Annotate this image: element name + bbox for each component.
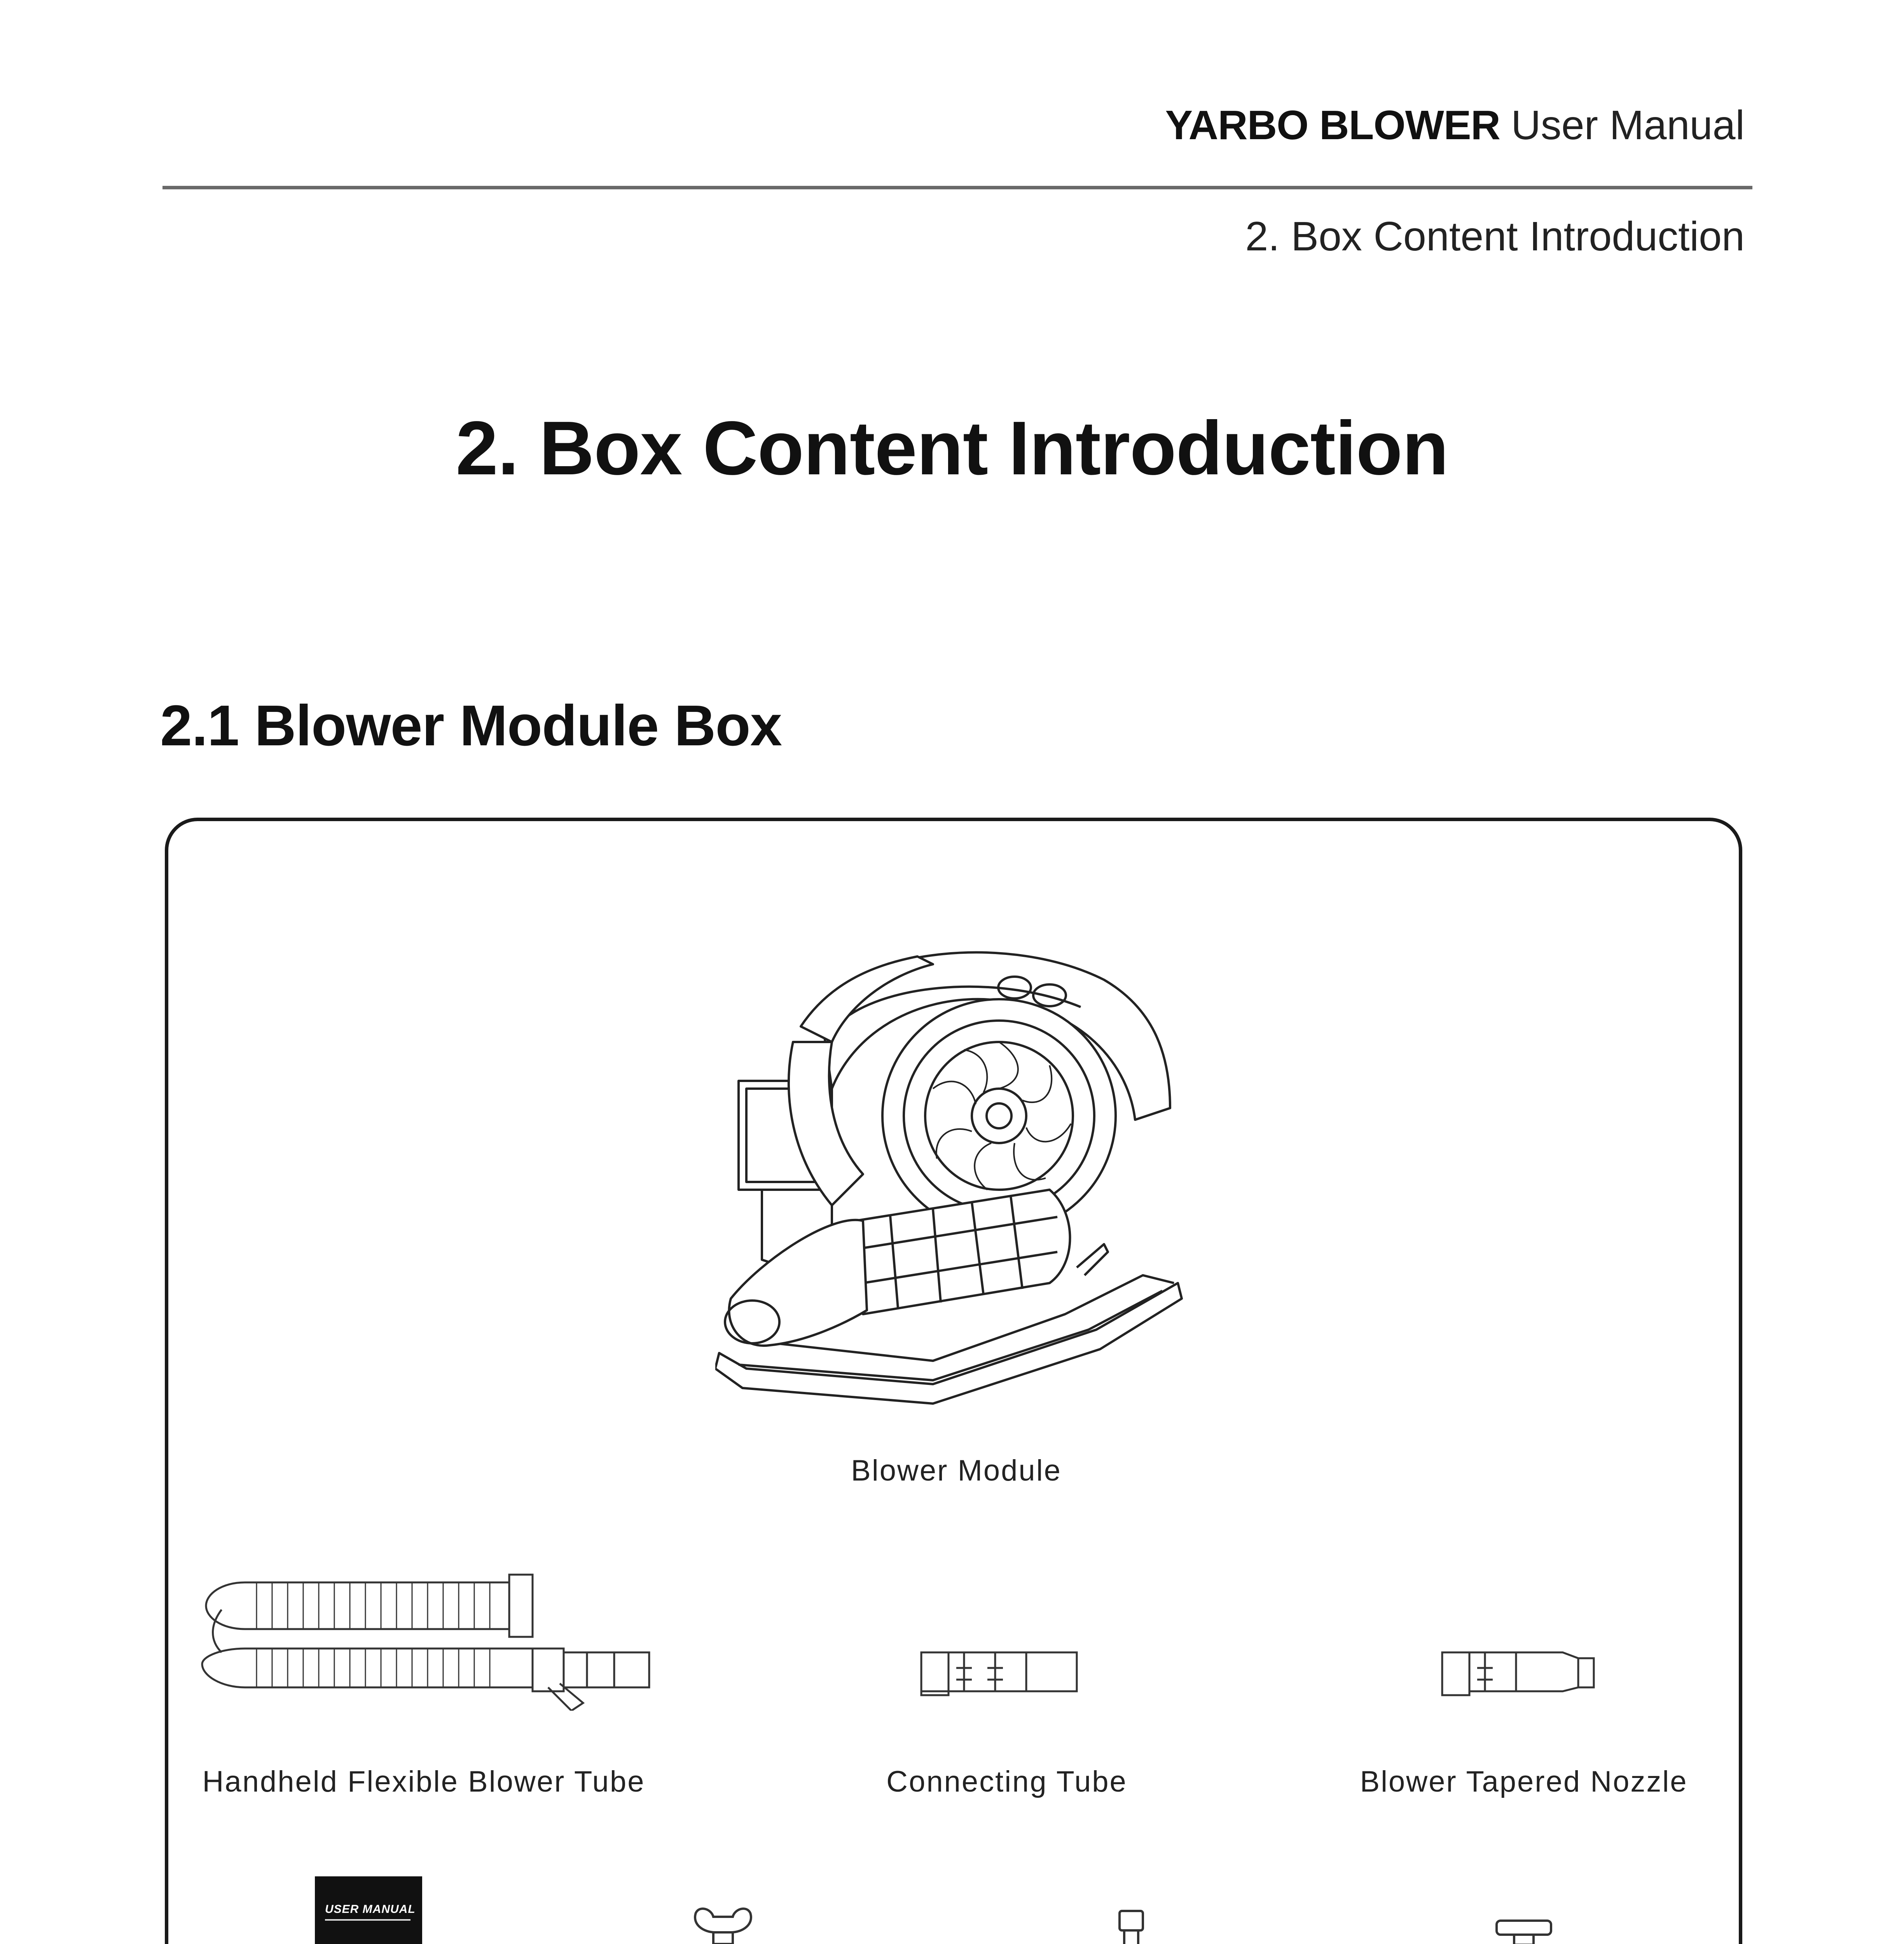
page-title: 2. Box Content Introduction [456, 406, 1448, 491]
header-section-name: 2. Box Content Introduction [1245, 213, 1745, 259]
header-doc-name: User Manual [1511, 102, 1745, 148]
header-title [1165, 102, 1745, 149]
blower-module-illustration [715, 941, 1197, 1407]
connecting-tube-illustration [917, 1645, 1081, 1703]
connecting-tube-label: Connecting Tube [886, 1765, 1127, 1798]
rubber-nozzle-screw-illustration [1112, 1907, 1151, 1944]
y-shaped-thumb-screw-illustration [688, 1905, 758, 1944]
flexible-blower-tube-illustration [198, 1571, 657, 1711]
user-manual-cover-title: USER MANUAL [325, 1903, 416, 1916]
t-shaped-thumb-screw-illustration [1493, 1913, 1555, 1944]
user-manual-cover-image [323, 1942, 414, 1944]
tapered-nozzle-label: Blower Tapered Nozzle [1360, 1765, 1688, 1798]
header-divider [162, 186, 1752, 189]
blower-module-label: Blower Module [851, 1454, 1062, 1487]
header-brand: YARBO BLOWER [1165, 102, 1500, 148]
flexible-blower-tube-label: Handheld Flexible Blower Tube [202, 1765, 645, 1798]
tapered-nozzle-illustration [1438, 1645, 1602, 1703]
section-title: 2.1 Blower Module Box [160, 694, 782, 758]
user-manual-cover [315, 1876, 422, 1944]
